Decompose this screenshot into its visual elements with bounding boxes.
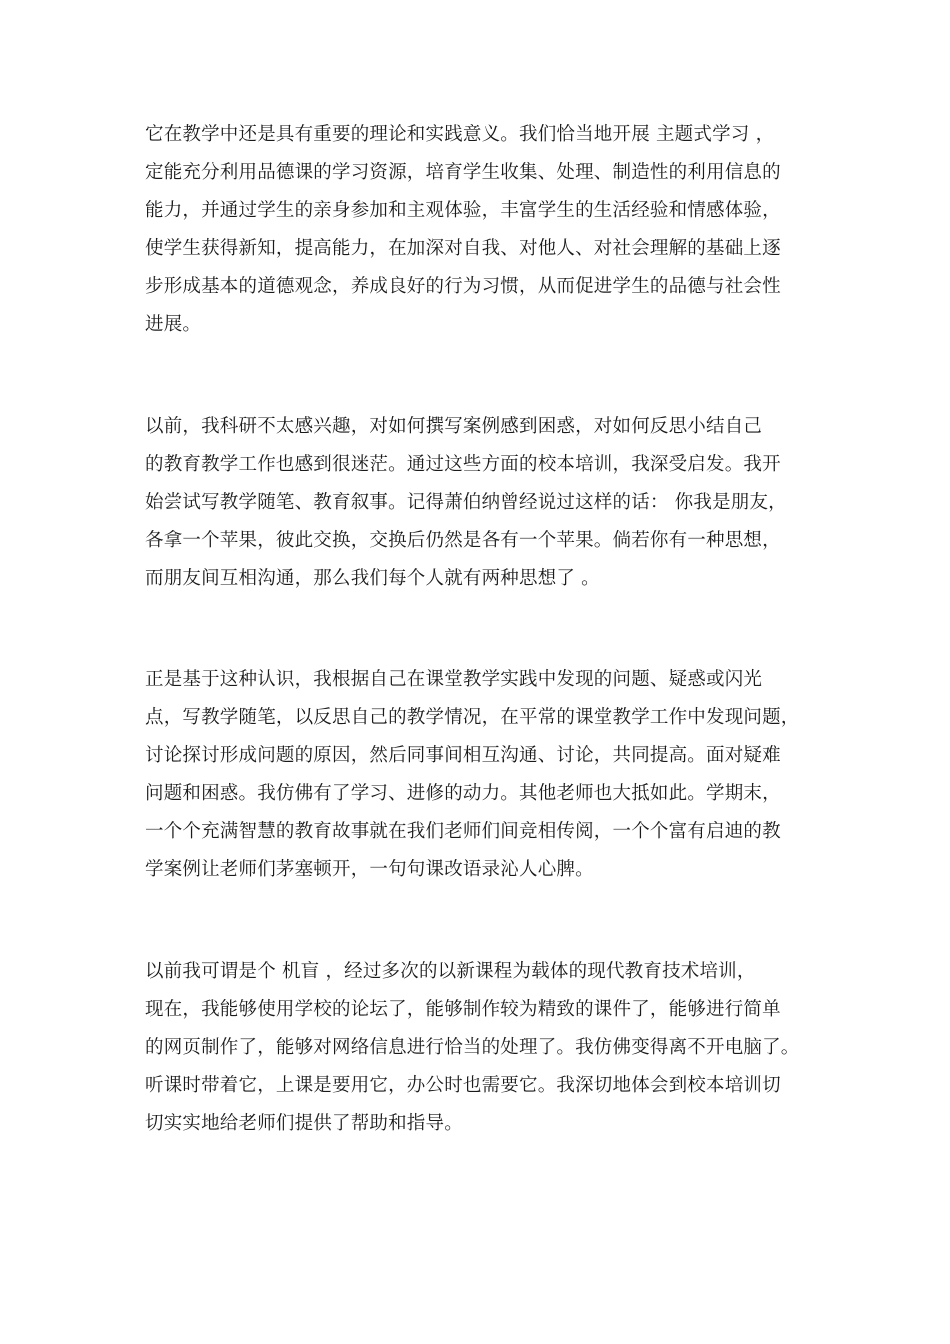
- paragraph-line: 现在，我能够使用学校的论坛了，能够制作较为精致的课件了，能够进行简单: [145, 999, 781, 1020]
- paragraph-line: 定能充分利用品德课的学习资源，培育学生收集、处理、制造性的利用信息的: [145, 162, 781, 183]
- paragraph-line: 的教育教学工作也感到很迷茫。通过这些方面的校本培训，我深受启发。我开: [145, 454, 781, 475]
- paragraph-line: 问题和困惑。我仿佛有了学习、进修的动力。其他老师也大抵如此。学期末，: [145, 783, 781, 804]
- paragraph-line: 正是基于这种认识，我根据自己在课堂教学实践中发现的问题、疑惑或闪光: [145, 669, 763, 690]
- paragraph-3: [145, 661, 813, 889]
- paragraph-line: 而朋友间互相沟通，那么我们每个人就有两种思想了 。: [145, 568, 600, 589]
- paragraph-line: 学案例让老师们茅塞顿开，一句句课改语录沁人心脾。: [145, 859, 594, 880]
- paragraph-2: [145, 408, 813, 598]
- paragraph-line: 步形成基本的道德观念，养成良好的行为习惯，从而促进学生的品德与社会性: [145, 276, 781, 297]
- paragraph-line: 的网页制作了，能够对网络信息进行恰当的处理了。我仿佛变得离不开电脑了。: [145, 1037, 800, 1058]
- paragraph-line: 切实实地给老师们提供了帮助和指导。: [145, 1113, 463, 1134]
- paragraph-line: 一个个充满智慧的教育故事就在我们老师们间竞相传阅，一个个富有启迪的教: [145, 821, 781, 842]
- paragraph-line: 各拿一个苹果，彼此交换，交换后仍然是各有一个苹果。倘若你有一种思想，: [145, 530, 781, 551]
- paragraph-4: [145, 953, 813, 1143]
- paragraph-line: 它在教学中还是具有重要的理论和实践意义。我们恰当地开展 主题式学习 ，: [145, 124, 775, 145]
- paragraph-line: 讨论探讨形成问题的原因，然后同事间相互沟通、讨论，共同提高。面对疑难: [145, 745, 781, 766]
- paragraph-line: 听课时带着它，上课是要用它，办公时也需要它。我深切地体会到校本培训切: [145, 1075, 781, 1096]
- paragraph-line: 以前我可谓是个 机盲 ，经过多次的以新课程为载体的现代教育技术培训，: [145, 961, 756, 982]
- paragraph-1: [145, 116, 813, 344]
- paragraph-line: 点，写教学随笔，以反思自己的教学情况，在平常的课堂教学工作中发现问题，: [145, 707, 800, 728]
- paragraph-line: 使学生获得新知，提高能力，在加深对自我、对他人、对社会理解的基础上逐: [145, 238, 781, 259]
- paragraph-line: 能力，并通过学生的亲身参加和主观体验，丰富学生的生活经验和情感体验，: [145, 200, 781, 221]
- paragraph-line: 以前，我科研不太感兴趣，对如何撰写案例感到困惑，对如何反思小结自己: [145, 416, 763, 437]
- paragraph-line: 进展。: [145, 314, 202, 335]
- paragraph-line: 始尝试写教学随笔、教育叙事。记得萧伯纳曾经说过这样的话： 你我是朋友，: [145, 492, 787, 513]
